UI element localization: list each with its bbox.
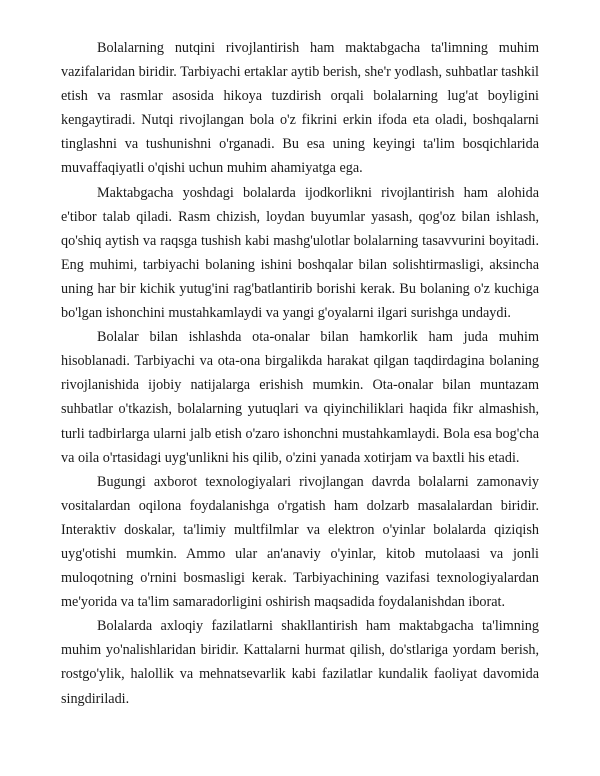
paragraph-speech-development: Bolalarning nutqini rivojlantirish ham maktabgacha ta'limning muhim vazifalaridan biridir. Tarbiyachi ertaklar aytib berish, she'r yodlash, suhbatlar tashkil etish va rasmlar asosida hikoya tuzdirish orqali bolalarning lug'at boyligini kengaytiradi. Nutqi rivojlangan bola o'z fikrini erkin ifoda eta oladi, boshqalarni tinglashni va tushunishni o'rganadi. Bu esa uning keyingi ta'lim bosqichlarida muvaffaqiyatli o'qishi uchun muhim ahamiyatga ega.: [61, 40, 540, 177]
paragraph-creativity: Maktabgacha yoshdagi bolalarda ijodkorlikni rivojlantirish ham alohida e'tibor talab qiladi. Rasm chizish, loydan buyumlar yasash, qog'oz bilan ishlash, qo'shiq aytish va raqsga tushish kabi mashg'ulotlar bolalarning tasavvurini boyitadi. Eng muhimi, tarbiyachi bolaning ishini boshqalar bilan solishtirmasligi, aksincha uning har bir kichik yutug'ini rag'batlantirib borishi kerak. Bu bolaning o'z kuchiga bo'lgan ishonchini mustahkamlaydi va yangi g'oyalarni ilgari surishga undaydi.: [61, 184, 539, 322]
paragraph-moral-qualities: Bolalarda axloqiy fazilatlarni shakllantirish ham maktabgacha ta'limning muhim yo'nalishlaridan biridir. Kattalarni hurmat qilish, do'stlariga yordam berish, rostgo'ylik, halollik va mehnatsevarlik kabi fazilatlar kundalik faoliyat davomida singdiriladi.: [61, 618, 539, 707]
paragraph-information-technology: Bugungi axborot texnologiyalari rivojlangan davrda bolalarni zamonaviy vositalardan oqilona foydalanishga o'rgatish ham dolzarb masalalardan biridir. Interaktiv doskalar, ta'limiy multfilmlar va elektron o'yinlar bolalarda qiziqish uyg'otishi mumkin. Ammo ular an'anaviy o'yinlar, kitob mutolaasi va jonli muloqotning o'rnini bosmasligi kerak. Tarbiyachining vazifasi texnologiyalardan me'yorida va ta'lim samaradorligini oshirish maqsadida foydalanishdan iborat.: [61, 473, 539, 611]
paragraph-parent-cooperation: Bolalar bilan ishlashda ota-onalar bilan hamkorlik ham juda muhim hisoblanadi. Tarbiyachi va ota-ona birgalikda harakat qilgan taqdirdagina bolaning rivojlanishida ijobiy natijalarga erishish mumkin. Ota-onalar bilan muntazam suhbatlar o'tkazish, bolalarning yutuqlari va qiyinchiliklari haqida fikr almashish, turli tadbirlarga ularni jalb etish o'zaro ishonchni mustahkamlaydi. Bola esa bog'cha va oila o'rtasidagi uyg'unlikni his qilib, o'zini yanada xotirjam va baxtli his etadi.: [61, 329, 539, 466]
document-page: [61, 36, 539, 711]
